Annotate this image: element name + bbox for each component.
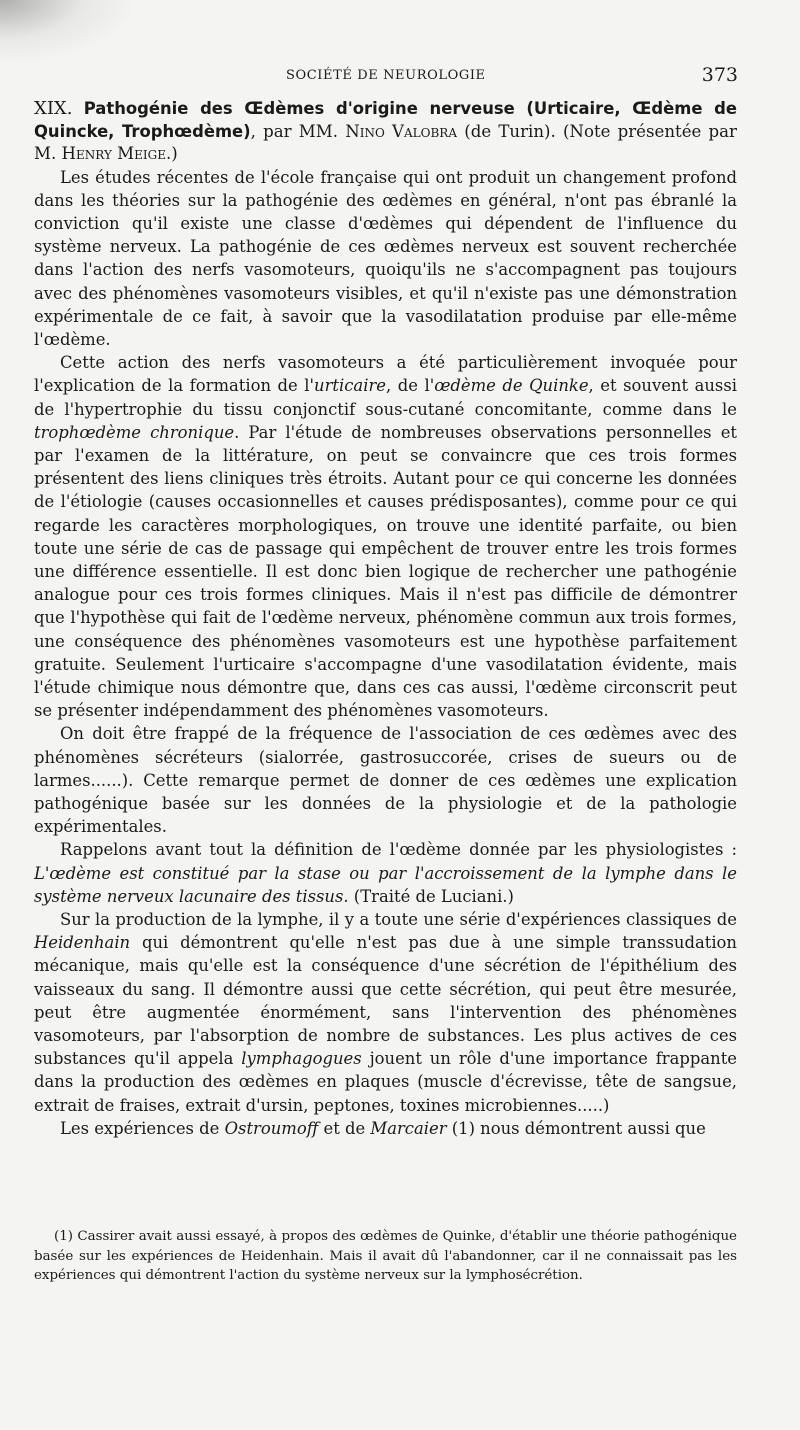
presenter-close: .) — [165, 144, 178, 163]
p2-text-b: , de l' — [385, 376, 435, 396]
p6-italic-ostroumoff: Ostroumoff — [224, 1118, 319, 1138]
p2-italic-trophoedeme: trophœdème chronique — [34, 422, 235, 442]
byline-par: , par MM. — [250, 121, 339, 141]
p4-text-a: Rappelons avant tout la définition de l'œdème donnée par les physiologistes : — [60, 840, 737, 860]
running-head: SOCIÉTÉ DE NEUROLOGIE — [286, 68, 486, 83]
p5-text-b: qui démontrent qu'elle n'est pas due à une simple transsudation mécanique, mais qu'elle est la conséquence d'une sécrétion de l'épithélium des vaisseaux du sang. Il démontre aussi que cette sécrétion, qui peut être mesurée, peut être augmentée énormément, sans l'intervention des phénomènes vasomoteurs, par l'absorption de nombre de substances. Les plus actives de ces substances qu'il appela — [34, 933, 737, 1069]
page-header — [0, 64, 800, 90]
p2-text-a: Cette action des nerfs vasomoteurs a été particulièrement invoquée pour l'explication de la formation de l' — [34, 353, 737, 396]
p5-italic-heidenhain: Heidenhain — [34, 933, 131, 953]
paragraph-6 — [34, 1117, 737, 1140]
author-last-name: Valobra — [392, 121, 458, 141]
article-body — [34, 98, 737, 1140]
p6-italic-marcaier: Marcaier — [370, 1118, 447, 1138]
p2-italic-urticaire: urticaire — [314, 376, 386, 396]
author-first-name: Nino — [345, 121, 385, 141]
p5-text-c: jouent un rôle d'une importance frappante dans la production des œdèmes en plaques (muscle d'écrevisse, tête de sangsue, extrait de fraises, extrait d'ursin, peptones, toxines microbiennes.....) — [34, 1049, 738, 1115]
p5-italic-lymphagogues: lymphagogues — [241, 1049, 362, 1069]
p6-text-b: et de — [318, 1118, 371, 1138]
footnote-1: (1) Cassirer avait aussi essayé, à propos des œdèmes de Quinke, d'établir une théorie pathogénique basée sur les expériences de Heidenhain. Mais il avait dû l'abandonner, car il ne connaissait pas les expériences qui démontrent l'action du système nerveux sur la lymphosécrétion. — [34, 1229, 737, 1283]
paragraph-3: On doit être frappé de la fréquence de l'association de ces œdèmes avec des phénomènes sécréteurs (sialorrée, gastrosuccorée, crises de sueurs ou de larmes......). Cette remarque permet de donner de ces œdèmes une explication pathogénique basée sur les données de la physiologie et de la pathologie expérimentales. — [34, 724, 737, 837]
paragraph-5 — [34, 908, 737, 1117]
p2-text-c: , et souvent aussi de l'hypertrophie du tissu conjonctif sous-cutané concomitante, comme dans le — [34, 376, 737, 419]
p4-italic-definition: L'œdème est constitué par la stase ou par l'accroissement de la lymphe dans le système nerveux lacunaire des tissus. — [34, 863, 737, 906]
p2-text-d: . Par l'étude de nombreuses observations personnelles et par l'examen de la littérature, on peut se convaincre que ces trois formes présentent des liens cliniques très étroits. Autant pour ce qui concerne les données de l'étiologie (causes occasionnelles et causes prédisposantes), comme pour ce qui regarde les caractères morphologiques, on trouve une identité parfaite, ou bien toute une série de cas de passage qui empêchent de trouver entre les trois formes une différence essentielle. Il est donc bien logique de rechercher une pathogénie analogue pour ces trois formes cliniques. Mais il n'est pas difficile de démontrer que l'hypothèse qui fait de l'œdème nerveux, phénomène commun aux trois formes, une conséquence des phénomènes vasomoteurs est une hypothèse parfaitement gratuite. Seulement l'urticaire s'accompagne d'une vasodilatation évidente, mais l'étude chimique nous démontre que, dans ces cas aussi, l'œdème circonscrit peut se présenter indépendamment des phénomènes vasomoteurs. — [34, 422, 737, 721]
p2-italic-quinke: œdème de Quinke — [434, 376, 589, 396]
p5-text-a: Sur la production de la lymphe, il y a toute une série d'expériences classiques de — [60, 910, 737, 929]
paragraph-1: Les études récentes de l'école française qui ont produit un changement profond dans les théories sur la pathogénie des œdèmes en général, n'ont pas ébranlé la conviction qu'il existe une classe d'œdèmes qui dépendent de l'influence du système nerveux. La pathogénie de ces œdèmes nerveux est souvent recherchée dans l'action des nerfs vasomoteurs, quoiqu'ils ne s'accompagnent pas toujours avec des phénomènes vasomoteurs visibles, et qu'il n'existe pas une démonstration expérimentale de ce fait, à savoir que la vasodilatation produise par elle-même l'œdème. — [34, 167, 737, 349]
paragraph-2 — [34, 351, 737, 722]
footnotes — [34, 1227, 737, 1286]
article-title: Pathogénie des Œdèmes d'origine nerveuse (Urticaire, Œdème de Quincke, Trophœdème) — [34, 99, 737, 141]
p6-text-a: Les expériences de — [60, 1118, 225, 1138]
author-place: (de Turin). (Note présentée par M. — [34, 121, 737, 163]
p6-text-c: (1) nous démontrent aussi que — [446, 1118, 706, 1138]
p4-text-b: (Traité de Luciani.) — [348, 886, 514, 906]
presenter-name: Henry Meige — [61, 144, 166, 163]
page-number: 373 — [701, 64, 738, 86]
paragraph-4 — [34, 838, 737, 908]
page-corner-stain — [0, 0, 130, 60]
section-number: XIX. — [34, 98, 73, 119]
article-title-block — [34, 98, 737, 166]
